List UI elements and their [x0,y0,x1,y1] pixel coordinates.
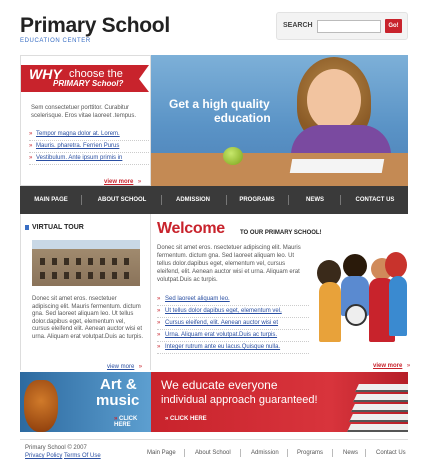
site-subtitle: EDUCATION CENTER [20,38,91,44]
footer-divider [332,449,333,457]
nav-news[interactable]: NEWS [306,197,324,203]
footer-divider [184,449,185,457]
welcome-view-more-label: view more [373,363,403,369]
welcome-link[interactable]: » Cursus eleifend, elit. Aenean auctor wisi et [157,318,309,330]
nav-contact-us[interactable]: CONTACT US [355,197,395,203]
violin-icon [24,380,58,432]
why-banner [21,65,139,92]
search-go-button[interactable]: Go! [385,19,402,33]
nav-programs[interactable]: PROGRAMS [239,197,275,203]
privacy-policy-link[interactable]: Privacy Policy [25,453,63,459]
why-word: WHY [29,66,62,82]
site-title[interactable]: Primary School [20,14,170,37]
welcome-link[interactable]: » Urna. Aliquam erat volutpat.Duis ac turpis. [157,330,309,342]
edu-title-line1: We educate everyone [161,378,278,392]
virtual-tour-title: VIRTUAL TOUR [32,224,84,231]
hero-paper [290,159,384,173]
chevron-right-icon: » [165,416,169,422]
educate-everyone-banner[interactable] [151,372,408,432]
nav-divider [81,195,82,205]
footer-link-programs[interactable]: Programs [297,450,324,456]
nav-divider [288,195,289,205]
footer-divider [240,449,241,457]
nav-main-page[interactable]: MAIN PAGE [34,197,68,203]
why-link[interactable]: » Vestibulum. Ante ipsum primis in [29,153,149,165]
footer-divider [20,439,408,440]
why-subtitle: PRIMARY School? [53,79,124,88]
chevron-right-icon: » [114,416,118,422]
art-title-line2: music [96,392,140,409]
virtual-tour-panel [20,214,151,370]
nav-admission[interactable]: ADMISSION [175,197,210,203]
why-choose-panel [20,55,151,186]
footer-link-admission[interactable]: Admission [251,450,279,456]
nav-divider [340,195,341,205]
why-link[interactable]: » Mauris. pharetra. Ferrien Purus [29,141,149,153]
tour-view-more-label: view more [107,364,135,370]
footer-link-news[interactable]: News [343,450,359,456]
tour-view-more[interactable] [107,355,142,373]
welcome-link[interactable]: » Sed laoreet aliquam leo. [157,294,309,306]
hero-girl-face [307,69,361,131]
search-input[interactable] [317,20,381,33]
why-link[interactable]: » Tempor magna dolor at. Lorem. [29,129,149,141]
welcome-view-more[interactable] [373,354,410,372]
search-box [276,12,408,40]
main-nav [20,186,408,214]
welcome-subtitle: TO OUR PRIMARY SCHOOL! [240,230,322,236]
copyright: Primary School © 2007 [25,445,87,451]
footer-divider [365,449,366,457]
art-click-here[interactable] [114,416,151,428]
why-view-more-label: view more [104,179,134,185]
welcome-link[interactable]: » Ut tellus dolor dapibus eget, elementum vel, [157,306,309,318]
search-label: SEARCH [283,22,313,29]
nav-divider [226,195,227,205]
edu-click-here[interactable] [165,416,207,422]
why-description: Sem consectetuer porttitor. Curabitur scelerisque. Eros vitae laoreet .tempus. [31,105,137,119]
welcome-title: Welcome [157,220,225,237]
footer-link-main-page[interactable]: Main Page [147,450,176,456]
hero-headline-1: Get a high quality [169,97,270,111]
hero-headline-2: education [214,111,271,125]
why-rest: choose the [69,68,123,80]
chevron-right-icon: » [138,364,143,370]
virtual-tour-text: Donec sit amet eros. nsectetuer adipiscing elit. Mauris fermentum. dictum gna. Sed laoreet aliquam leo. Ut tellus dolor.dapibus eget, elementum vel, cursus eleifend elit. Aenean auctor wisi et urna. Aliquam erat volutpat.Duis ac turpis. [32,296,144,340]
footer-divider [287,449,288,457]
welcome-links [157,294,309,354]
art-music-banner[interactable] [20,372,151,432]
chevron-right-icon: » [406,363,411,369]
edu-title-line2: individual approach guaranteed! [161,394,318,406]
chevron-right-icon: » [137,179,142,185]
nav-about-school[interactable]: ABOUT SCHOOL [97,197,147,203]
children-image [315,250,408,350]
welcome-link[interactable]: » Integer rutrum ante eu lacus.Quisque nulla. [157,342,309,354]
terms-of-use-link[interactable]: Terms Of Use [64,453,101,459]
footer-link-about-school[interactable]: About School [195,450,231,456]
hero-banner [151,55,408,186]
apple-icon [223,147,243,165]
welcome-text: Donec sit amet eros. nsectetuer adipiscing elit. Mauris fermentum. dictum gna. Sed laoreet aliquam leo. Ut tellus dolor.dapibus eget, elementum vel, cursus eleifend, elit. Aenean auctor wisi et urna. Aliquam erat volutpat.Duis ac turpis. [157,245,301,283]
school-building-image[interactable] [32,240,140,286]
nav-divider [161,195,162,205]
why-links [29,129,149,165]
books-icon [347,380,408,432]
footer-link-contact-us[interactable]: Contact Us [376,450,406,456]
edu-click-label: CLICK HERE [170,416,207,422]
art-click-label: CLICK HERE [114,416,138,428]
art-title-line1: Art & [100,376,137,393]
